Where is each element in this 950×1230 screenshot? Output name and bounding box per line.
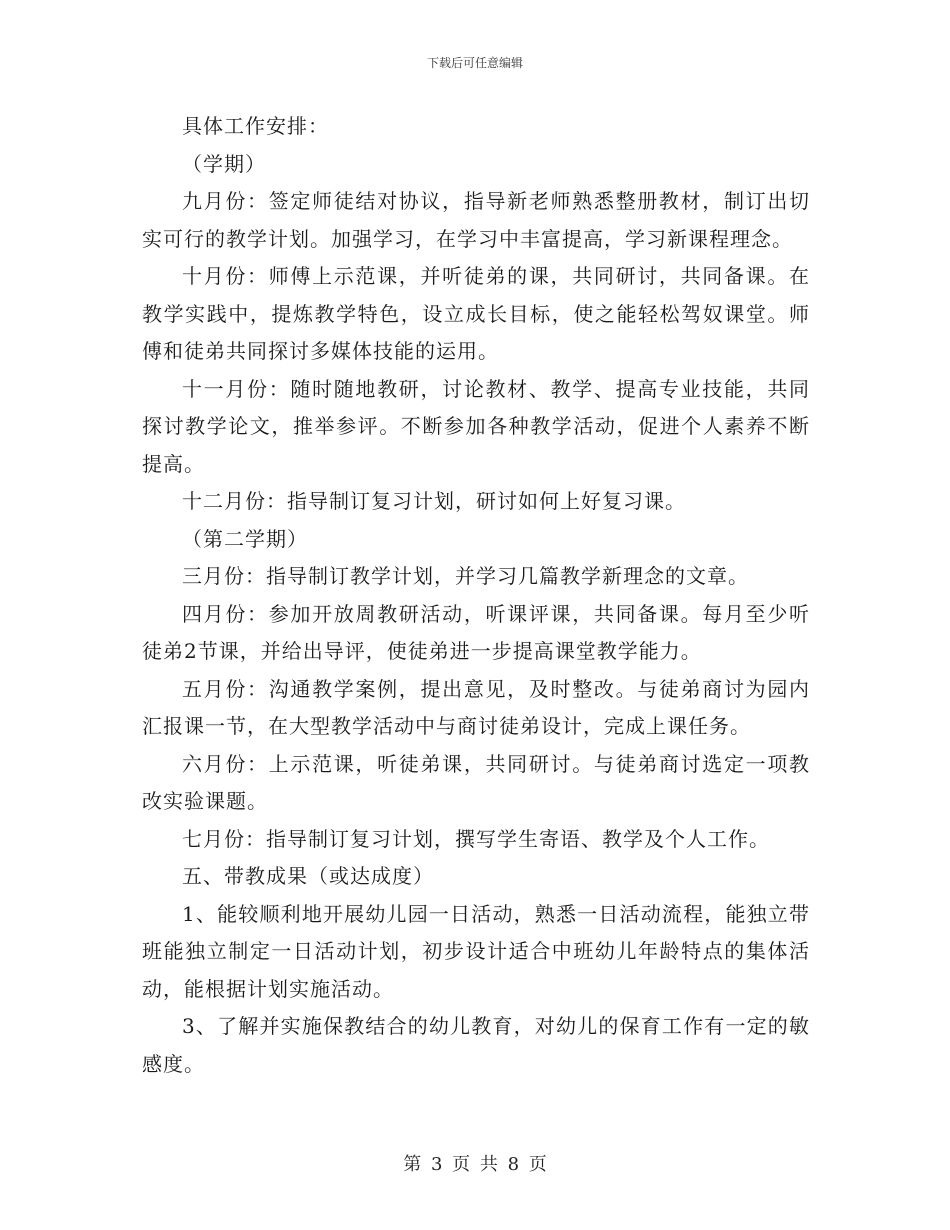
paragraph: 三月份：指导制订教学计划，并学习几篇教学新理念的文章。 <box>182 564 749 588</box>
document-body <box>142 108 810 1083</box>
page-header: 下载后可任意编辑 <box>426 56 523 70</box>
section-heading: 五、带教成果（或达成度） <box>182 864 434 888</box>
paragraph: 四月份：参加开放周教研活动，听课评课，共同备课。每月至少听徒弟2节课，并给出导评，使徒弟进一步提高课堂教学能力。 <box>142 601 810 663</box>
paragraph: 五月份：沟通教学案例，提出意见，及时整改。与徒弟商讨为园内汇报课一节，在大型教学活动中与商讨徒弟设计，完成上课任务。 <box>142 676 810 738</box>
paragraph: 3、了解并实施保教结合的幼儿教育，对幼儿的保育工作有一定的敏感度。 <box>142 1014 810 1076</box>
paragraph: 十二月份：指导制订复习计划，研讨如何上好复习课。 <box>182 489 686 513</box>
paragraph: 十月份：师傅上示范课，并听徒弟的课，共同研讨，共同备课。在教学实践中，提炼教学特色，设立成长目标，使之能轻松驾奴课堂。师傅和徒弟共同探讨多媒体技能的运用。 <box>142 264 810 363</box>
page-number: 第 3 页 共 8 页 <box>403 1154 547 1175</box>
paragraph: 九月份：签定师徒结对协议，指导新老师熟悉整册教材，制订出切实可行的教学计划。加强学习，在学习中丰富提高，学习新课程理念。 <box>142 189 810 251</box>
paragraph: 七月份：指导制订复习计划，撰写学生寄语、教学及个人工作。 <box>182 826 770 851</box>
paragraph: （学期） <box>182 151 266 176</box>
paragraph: 1、能较顺利地开展幼儿园一日活动，熟悉一日活动流程，能独立带班能独立制定一日活动计划，初步设计适合中班幼儿年龄特点的集体活动，能根据计划实施活动。 <box>142 901 810 1001</box>
paragraph: 六月份：上示范课，听徒弟课，共同研讨。与徒弟商讨选定一项教改实验课题。 <box>142 751 810 813</box>
paragraph: 十一月份：随时随地教研，讨论教材、教学、提高专业技能，共同探讨教学论文，推举参评。不断参加各种教学活动，促进个人素养不断提高。 <box>142 376 810 476</box>
paragraph: （第二学期） <box>182 526 308 551</box>
paragraph: 具体工作安排： <box>182 114 329 138</box>
